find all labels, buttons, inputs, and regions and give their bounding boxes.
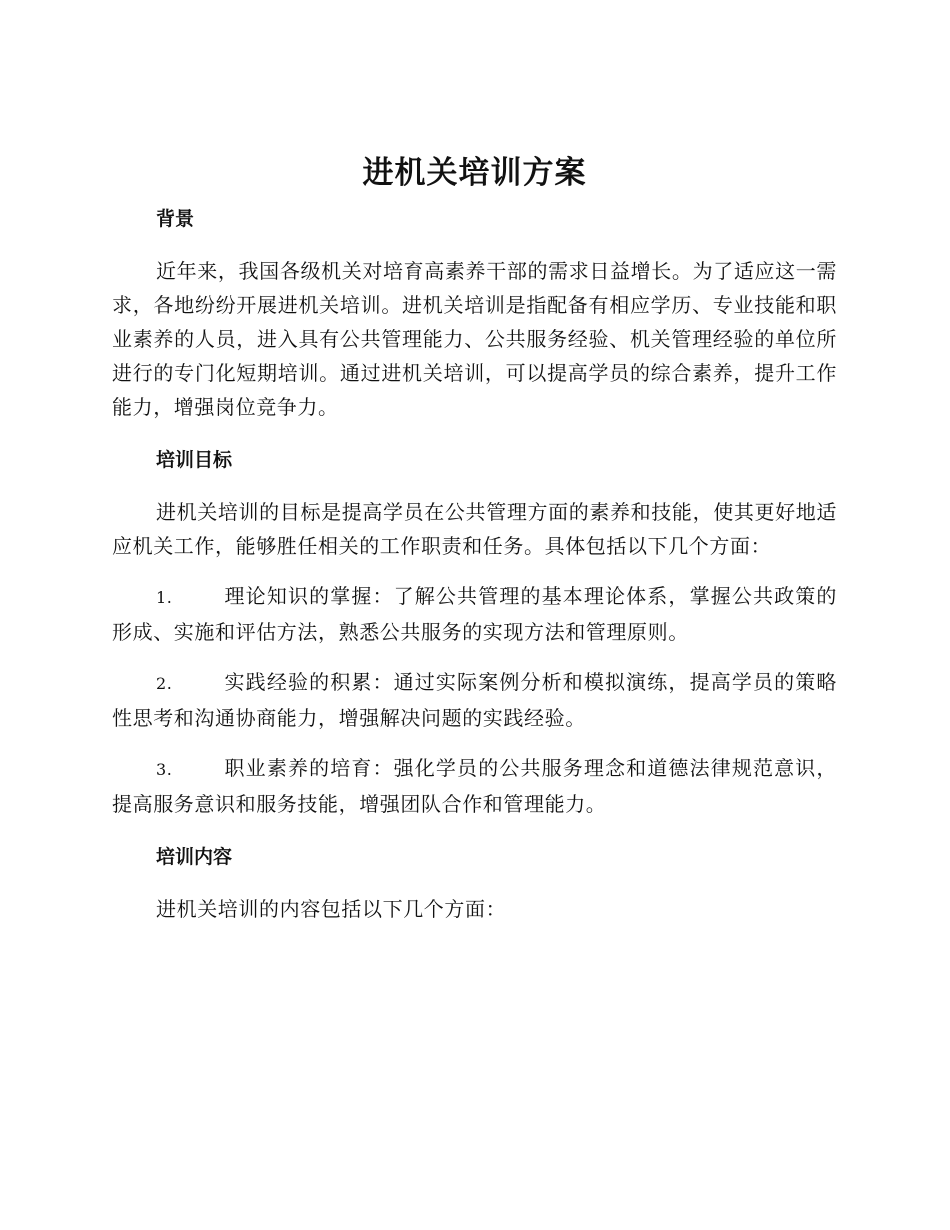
list-item-number: 3. bbox=[156, 760, 173, 779]
section-background bbox=[112, 204, 837, 424]
document-title: 进机关培训方案 bbox=[362, 155, 587, 191]
list-item-number: 2. bbox=[156, 674, 173, 693]
section-goals bbox=[112, 445, 837, 821]
content-paragraph: 进机关培训的内容包括以下几个方面： bbox=[156, 897, 507, 921]
list-item bbox=[112, 665, 837, 735]
list-item-number: 1. bbox=[156, 588, 173, 607]
list-item bbox=[112, 579, 837, 649]
document-page bbox=[112, 150, 837, 926]
list-item-text: 理论知识的掌握：了解公共管理的基本理论体系，掌握公共政策的形成、实施和评估方法，熟悉公共服务的实现方法和管理原则。 bbox=[112, 584, 837, 644]
section-heading-content: 培训内容 bbox=[156, 846, 233, 868]
section-heading-background: 背景 bbox=[156, 208, 195, 230]
goals-paragraph: 进机关培训的目标是提高学员在公共管理方面的素养和技能，使其更好地适应机关工作，能够胜任相关的工作职责和任务。具体包括以下几个方面： bbox=[112, 500, 837, 558]
background-paragraph: 近年来，我国各级机关对培育高素养干部的需求日益增长。为了适应这一需求，各地纷纷开展进机关培训。进机关培训是指配备有相应学历、专业技能和职业素养的人员，进入具有公共管理能力、公共服务经验、机关管理经验的单位所进行的专门化短期培训。通过进机关培训，可以提高学员的综合素养，提升工作能力，增强岗位竞争力。 bbox=[112, 259, 837, 419]
list-item-text: 职业素养的培育：强化学员的公共服务理念和道德法律规范意识，提高服务意识和服务技能，增强团队合作和管理能力。 bbox=[112, 756, 837, 816]
section-heading-goals: 培训目标 bbox=[156, 449, 233, 471]
section-content bbox=[112, 842, 837, 926]
list-item bbox=[112, 751, 837, 821]
goals-list bbox=[112, 579, 837, 821]
list-item-text: 实践经验的积累：通过实际案例分析和模拟演练，提高学员的策略性思考和沟通协商能力，增强解决问题的实践经验。 bbox=[112, 670, 837, 730]
